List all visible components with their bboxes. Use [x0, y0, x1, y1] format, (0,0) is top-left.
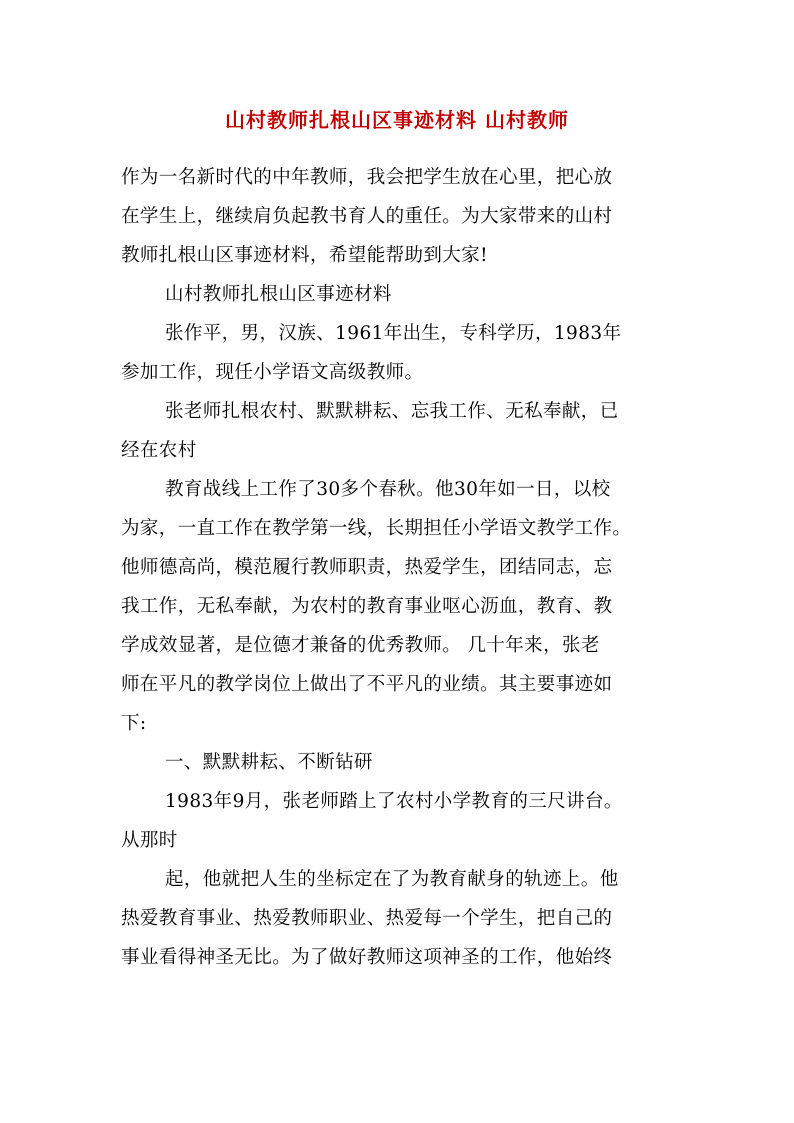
- paragraph-line: 热爱教育事业、热爱教师职业、热爱每一个学生，把自己的: [121, 908, 613, 929]
- paragraph-line: 起，他就把人生的坐标定在了为教育献身的轨迹上。他: [165, 869, 619, 890]
- paragraph-line: 在学生上，继续肩负起教书育人的重任。为大家带来的山村: [121, 206, 613, 227]
- paragraph-line: 一、默默耕耘、不断钻研: [165, 752, 373, 773]
- paragraph-line: 学成效显著，是位德才兼备的优秀教师。 几十年来，张老: [121, 635, 600, 656]
- paragraph-line: 他师德高尚，模范履行教师职责，热爱学生，团结同志，忘: [121, 557, 613, 578]
- paragraph-line: 张老师扎根农村、默默耕耘、忘我工作、无私奉献，已: [165, 401, 619, 422]
- paragraph-line: 经在农村: [121, 440, 197, 461]
- paragraph-line: 师在平凡的教学岗位上做出了不平凡的业绩。其主要事迹如: [121, 674, 613, 695]
- paragraph-line: 教师扎根山区事迹材料，希望能帮助到大家!: [121, 245, 488, 266]
- paragraph-line: 下:: [121, 713, 147, 734]
- document-title: 山村教师扎根山区事迹材料 山村教师: [225, 108, 569, 132]
- paragraph-line: 作为一名新时代的中年教师，我会把学生放在心里，把心放: [121, 167, 613, 188]
- paragraph-line: 参加工作，现任小学语文高级教师。: [121, 362, 424, 383]
- paragraph-line: 山村教师扎根山区事迹材料: [165, 284, 392, 305]
- paragraph-line: 我工作，无私奉献，为农村的教育事业呕心沥血，教育、教: [121, 596, 613, 617]
- paragraph-line: 从那时: [121, 830, 178, 851]
- paragraph-line: 事业看得神圣无比。为了做好教师这项神圣的工作，他始终: [121, 947, 613, 968]
- paragraph-line: 1983年9月，张老师踏上了农村小学教育的三尺讲台。: [165, 791, 623, 812]
- document-body: [121, 158, 677, 977]
- paragraph-line: 教育战线上工作了30多个春秋。他30年如一日，以校: [165, 479, 611, 500]
- paragraph-line: 为家，一直工作在教学第一线，长期担任小学语文教学工作。: [121, 518, 632, 539]
- paragraph-line: 张作平，男，汉族、1961年出生，专科学历，1983年: [165, 323, 622, 344]
